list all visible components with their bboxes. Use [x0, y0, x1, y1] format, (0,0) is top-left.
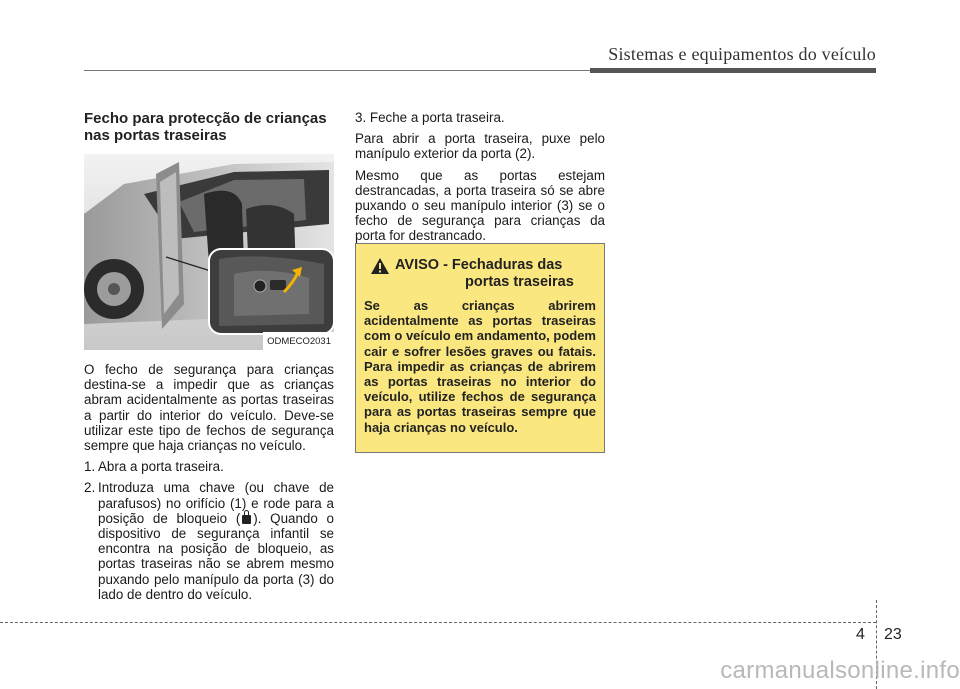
- left-column: [84, 110, 334, 608]
- warning-box: [355, 243, 605, 453]
- step-3: 3. Feche a porta traseira.: [355, 110, 505, 125]
- step-text: Abra a porta traseira.: [98, 459, 224, 475]
- warning-triangle-icon: [370, 257, 390, 275]
- rear-door-illustration: [84, 154, 334, 350]
- child-lock-figure: [84, 154, 334, 350]
- paragraph-open-door: Para abrir a porta traseira, puxe pelo manípulo exterior da porta (2).: [355, 131, 605, 162]
- right-column: [355, 110, 605, 250]
- step-number: 2.: [84, 480, 96, 496]
- warning-body: Se as crianças abrirem acidentalmente as portas traseiras com o veículo em andamento, podem cair e sofrer lesões graves ou fatais. Para impedir as crianças de abrirem as portas traseiras no interior do veículo, utilize fechos de segurança para as portas traseiras sempre que haja crianças no veículo.: [364, 298, 596, 435]
- lock-icon: [242, 515, 251, 524]
- header-rule-accent: [590, 68, 876, 73]
- section-title: Sistemas e equipamentos do veículo: [608, 44, 876, 64]
- intro-paragraph: O fecho de segurança para crianças destina-se a impedir que as crianças abram acidentalmente as portas traseiras a partir do interior do veículo. Deve-se utilizar este tipo de fechos de segurança sempre que haja crianças no veículo.: [84, 362, 334, 454]
- page-heading: Fecho para protecção de crianças nas portas traseiras: [84, 110, 327, 144]
- warning-title: AVISO - Fechaduras das: [395, 257, 563, 273]
- chapter-number: 4: [856, 626, 865, 643]
- page-number: 23: [884, 626, 902, 643]
- step-number: 1.: [84, 459, 96, 475]
- watermark: carmanualsonline.info: [720, 657, 960, 684]
- list-item: [84, 480, 334, 602]
- list-item: [84, 459, 334, 474]
- footer-rule: [0, 622, 876, 623]
- warning-subtitle: portas traseiras: [465, 274, 574, 290]
- figure-caption: ODMECO2031: [263, 332, 334, 350]
- paragraph-unlock-note: Mesmo que as portas estejam destrancadas, a porta traseira só se abre puxando o seu manípulo interior (3) se o fecho de segurança para crianças da porta for destrancado.: [355, 167, 605, 244]
- step-text-after-icon: ). Quando o dispositivo de segurança infantil se encontra na posição de bloqueio, as portas traseiras não se abrem mesmo puxando pelo manípulo da porta (3) do lado de dentro do veículo.: [98, 510, 334, 602]
- step-text: [98, 480, 334, 602]
- step-text-before-icon: Introduza uma chave (ou chave de parafusos) no orifício (1) e rode para a posição de bloqueio (: [98, 480, 334, 526]
